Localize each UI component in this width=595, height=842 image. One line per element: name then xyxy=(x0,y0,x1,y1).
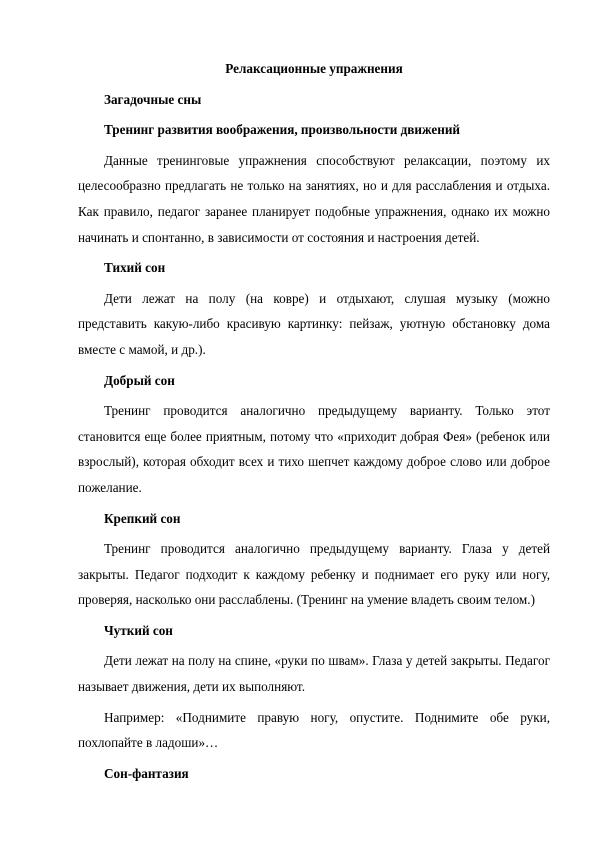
paragraph-light-sleep: Дети лежат на полу на спине, «руки по швам». Глаза у детей закрыты. Педагог называет движения, дети их выполняют. xyxy=(78,653,550,695)
paragraph-deep-sleep: Тренинг проводится аналогично предыдущему варианту. Глаза у детей закрыты. Педагог подходит к каждому ребенку и поднимает его руку или ногу, проверяя, насколько они расслаблены. (Тренинг на умение владеть своим телом.) xyxy=(78,541,550,608)
heading-kind-sleep: Добрый сон xyxy=(104,372,175,388)
intro-paragraph: Данные тренинговые упражнения способствуют релаксации, поэтому их целесообразно предлагать не только на занятиях, но и для расслабления и отдыха. Как правило, педагог заранее планирует подобные упражнения, однако их можно начинать и спонтанно, в зависимости от состояния и настроения детей. xyxy=(78,152,550,245)
document-body xyxy=(78,56,550,791)
heading-light-sleep: Чуткий сон xyxy=(104,622,173,638)
paragraph-quiet-sleep: Дети лежат на полу (на ковре) и отдыхают, слушая музыку (можно представить какую-либо красивую картинку: пейзаж, уютную обстановку дома вместе с мамой, и др.). xyxy=(78,290,550,357)
document-title: Релаксационные упражнения xyxy=(225,61,403,76)
document-subtitle: Тренинг развития воображения, произвольности движений xyxy=(104,122,461,138)
heading-fantasy-sleep: Сон-фантазия xyxy=(104,765,189,781)
section-heading: Загадочные сны xyxy=(104,91,202,107)
heading-deep-sleep: Крепкий сон xyxy=(104,510,181,526)
heading-quiet-sleep: Тихий сон xyxy=(104,260,166,276)
paragraph-light-sleep-example: Например: «Поднимите правую ногу, опустите. Поднимите обе руки, похлопайте в ладоши»… xyxy=(78,709,550,751)
paragraph-kind-sleep: Тренинг проводится аналогично предыдущему варианту. Только этот становится еще более приятным, потому что «приходит добрая Фея» (ребенок или взрослый), которая обходит всех и тихо шепчет каждому доброе слово или доброе пожелание. xyxy=(78,403,550,495)
